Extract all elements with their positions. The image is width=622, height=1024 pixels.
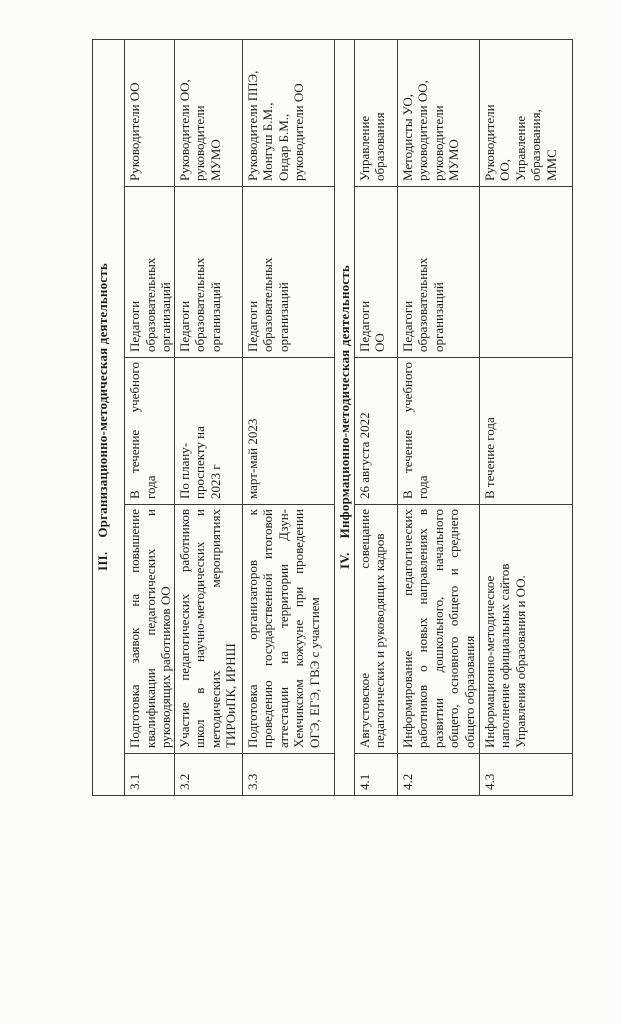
activity-plan-table: [92, 39, 573, 796]
section-row-iv: [334, 39, 354, 795]
table-row: [125, 39, 175, 795]
participants-cell: [174, 187, 242, 358]
row-number: 4.3: [481, 773, 497, 790]
activity-cell: [125, 505, 175, 754]
text-line: общего, основного общего и среднего: [446, 509, 461, 748]
section-header-iv: [334, 39, 354, 795]
row-number: 4.1: [356, 773, 372, 790]
participants-cell: [242, 187, 334, 358]
row-number-cell: [125, 754, 175, 796]
text-line: наполнение официальных сайтов: [497, 563, 512, 748]
section-title: Организационно-методическая деятельность: [95, 263, 110, 538]
text-line: Управление: [512, 115, 528, 181]
row-number-cell: [479, 754, 572, 796]
text-line: Подготовка организаторов к: [244, 509, 260, 748]
activity-cell: [174, 505, 242, 754]
row-number-cell: [242, 754, 334, 796]
text-line: МУМО: [446, 139, 461, 181]
text-line: Августовское совещание: [356, 509, 372, 748]
text-line: Педагоги: [127, 300, 142, 352]
text-line: ОО: [372, 333, 387, 352]
text-line: Монгуш Б.М.,: [260, 102, 275, 181]
text-line: март-май 2023: [244, 418, 260, 499]
text-line: общего образования: [461, 635, 477, 748]
text-line: В течение учебного: [127, 362, 142, 499]
text-line: организаций: [430, 282, 446, 352]
text-line: ОО,: [497, 158, 512, 181]
text-line: Хемчикском кожууне при проведении: [291, 509, 306, 748]
text-line: Подготовка заявок на повышение: [127, 509, 142, 748]
text-line: руководители: [430, 105, 446, 181]
text-line: ОГЭ, ЕГЭ, ГВЭ с участием: [306, 597, 322, 748]
timeframe-cell: [479, 358, 572, 505]
text-line: работников о новых направлениях в: [415, 509, 430, 748]
timeframe-cell: [174, 358, 242, 505]
text-line: года: [415, 475, 430, 499]
text-line: руководители ОО: [291, 83, 306, 181]
text-line: Руководители ППЭ,: [244, 70, 260, 181]
responsible-cell: [174, 39, 242, 186]
text-line: образовательных: [415, 257, 430, 352]
text-line: педагогических и руководящих кадров: [372, 533, 387, 748]
row-number: 4.2: [399, 773, 415, 790]
table-row: [174, 39, 242, 795]
text-line: По плану-: [176, 442, 192, 499]
text-line: 26 августа 2022: [356, 412, 372, 499]
text-line: организаций: [158, 282, 173, 352]
text-line: Педагоги: [244, 300, 260, 352]
text-line: Руководители: [481, 104, 497, 181]
text-line: В течение года: [481, 417, 497, 499]
text-line: методических мероприятиях: [207, 509, 223, 748]
text-line: квалификации педагогических и: [142, 509, 158, 748]
text-line: Ондар Б.М.,: [275, 113, 291, 181]
row-number: 3.2: [176, 773, 192, 790]
timeframe-cell: [397, 358, 479, 505]
responsible-cell: [397, 39, 479, 186]
table-row: [479, 39, 572, 795]
text-line: аттестации на территории Дзун-: [275, 509, 291, 748]
section-row-iii: [93, 39, 125, 795]
section-number: III.: [95, 551, 110, 571]
section-number: IV.: [336, 552, 352, 569]
text-line: образования,: [528, 109, 543, 181]
text-line: Участие педагогических работников: [176, 509, 192, 748]
activity-cell: [479, 505, 572, 754]
activity-cell: [354, 505, 397, 754]
timeframe-cell: [242, 358, 334, 505]
text-line: МУМО: [207, 139, 223, 181]
text-line: Педагоги: [176, 300, 192, 352]
row-number-cell: [397, 754, 479, 796]
responsible-cell: [242, 39, 334, 186]
text-line: Управление: [356, 115, 372, 181]
activity-cell: [242, 505, 334, 754]
text-line: ТИРОиПК, ИРНШ: [223, 643, 238, 748]
text-line: руководители: [192, 105, 207, 181]
text-line: Руководители ОО: [127, 82, 142, 181]
text-line: ММС: [543, 149, 559, 181]
text-line: Педагоги: [356, 300, 372, 352]
participants-cell: [354, 187, 397, 358]
table-row: [354, 39, 397, 795]
text-line: руководящих работников ОО: [158, 586, 173, 748]
responsible-cell: [479, 39, 572, 186]
text-line: В течение учебного: [399, 362, 415, 499]
text-line: 2023 г: [207, 464, 223, 499]
text-line: проведению государственной итоговой: [260, 509, 275, 748]
participants-cell: [397, 187, 479, 358]
responsible-cell: [354, 39, 397, 186]
responsible-cell: [125, 39, 175, 186]
text-line: руководители ОО,: [415, 80, 430, 181]
text-line: Информационно-методическое: [481, 575, 497, 748]
text-line: образовательных: [260, 257, 275, 352]
text-line: школ в научно-методических и: [192, 509, 207, 748]
table-row: [397, 39, 479, 795]
section-header-iii: [93, 39, 125, 795]
participants-cell: [479, 187, 572, 358]
text-line: образовательных: [142, 257, 158, 352]
row-number-cell: [354, 754, 397, 796]
activity-cell: [397, 505, 479, 754]
text-line: Педагоги: [399, 300, 415, 352]
section-title: Информационно-методическая деятельность: [336, 265, 352, 539]
text-line: Руководители ОО,: [176, 79, 192, 181]
timeframe-cell: [125, 358, 175, 505]
text-line: организаций: [275, 282, 291, 352]
rotated-table-container: [92, 40, 570, 796]
text-line: организаций: [207, 282, 223, 352]
text-line: образования: [372, 112, 387, 181]
text-line: Управления образования и ОО.: [512, 575, 528, 748]
row-number-cell: [174, 754, 242, 796]
row-number: 3.3: [244, 773, 260, 790]
text-line: образовательных: [192, 257, 207, 352]
text-line: развитии дошкольного, начального: [430, 509, 446, 748]
text-line: Информирование педагогических: [399, 509, 415, 748]
row-number: 3.1: [127, 773, 142, 790]
text-line: года: [142, 475, 158, 499]
text-line: проспекту на: [192, 426, 207, 499]
table-row: [242, 39, 334, 795]
participants-cell: [125, 187, 175, 358]
text-line: Методисты УО,: [399, 94, 415, 181]
timeframe-cell: [354, 358, 397, 505]
